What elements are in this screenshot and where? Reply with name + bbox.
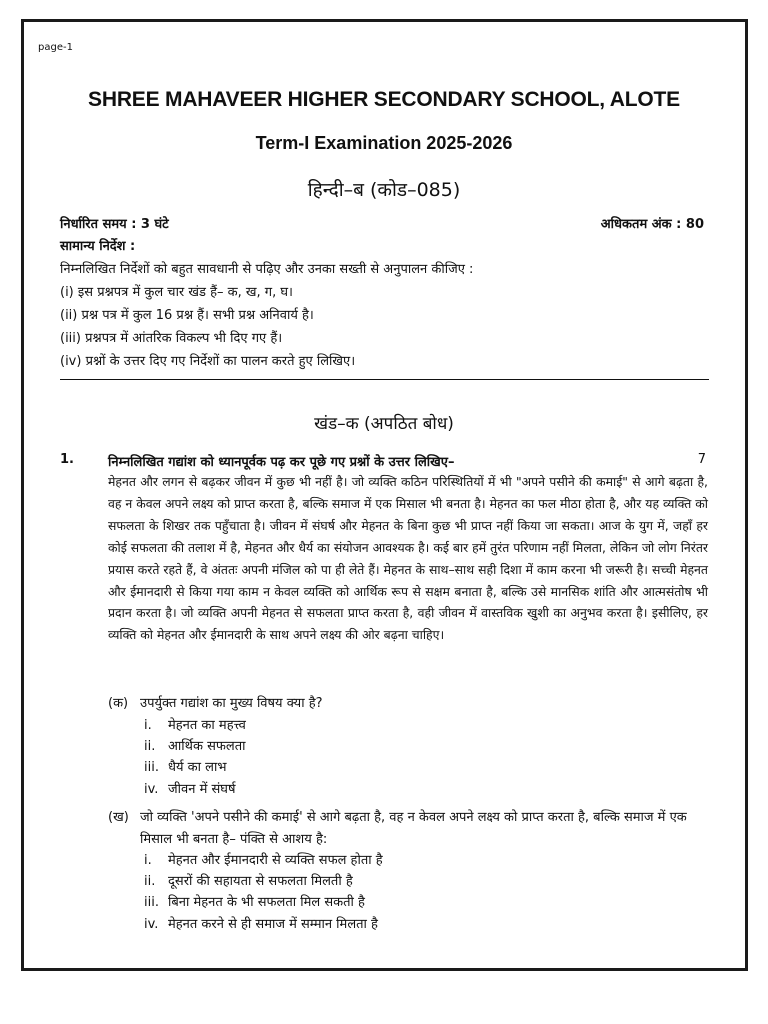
question-number: 1. <box>60 452 74 467</box>
sub-question-text: जो व्यक्ति 'अपने पसीने की कमाई' से आगे बढ़ता है, वह न केवल अपने लक्ष्य को प्राप्त करता है, बल्कि समाज में एक मिसाल भी बनता है– पंक्ति से आशय है: <box>140 810 687 847</box>
option-item: iii. धैर्य का लाभ <box>144 760 227 776</box>
option-item: ii. आर्थिक सफलता <box>144 739 246 755</box>
option-item: iii. बिना मेहनत के भी सफलता मिल सकती है <box>144 895 365 911</box>
question-heading: निम्नलिखित गद्यांश को ध्यानपूर्वक पढ़ कर पूछे गए प्रश्नों के उत्तर लिखिए– <box>108 455 455 470</box>
page-label: page-1 <box>38 42 73 53</box>
sub-question-label: (क) <box>108 696 129 711</box>
option-item: i. मेहनत का महत्त्व <box>144 718 246 733</box>
section-title: खंड–क (अपठित बोध) <box>314 414 454 434</box>
option-item: i. मेहनत और ईमानदारी से व्यक्ति सफल होता है <box>144 853 383 868</box>
general-instructions-heading: सामान्य निर्देश : <box>60 239 136 254</box>
instruction-line: (iii) प्रश्नपत्र में आंतरिक विकल्प भी दिए गए हैं। <box>60 331 283 346</box>
option-item: iv. जीवन में संघर्ष <box>144 781 236 797</box>
passage-text: मेहनत और लगन से बढ़कर जीवन में कुछ भी नहीं है। जो व्यक्ति कठिन परिस्थितियों में भी "अपने पसीने की कमाई" से आगे बढ़ता है, वह न केवल अपने लक्ष्य को प्राप्त करता है, बल्कि समाज में एक मिसाल भी बनता है। मेहनत का फल मीठा होता है, और यह व्यक्ति को सफलता के शिखर तक पहुँचाता है। जीवन में संघर्ष और मेहनत के बिना कुछ भी प्राप्त नहीं किया जा सकता। आज के युग में, जहाँ हर कोई सफलता की तलाश में है, मेहनत और धैर्य का संयोजन आवश्यक है। कई बार हमें तुरंत परिणाम नहीं मिलता, लेकिन जो लोग निरंतर प्रयास करते रहते हैं, वे अंततः अपनी मंजिल को पा ही लेते हैं। मेहनत के साथ–साथ सही दिशा में काम करना भी जरूरी है। सच्ची मेहनत और ईमानदारी से किया गया काम न केवल व्यक्ति को आर्थिक रूप से सक्षम बनाता है, बल्कि उसे मानसिक शांति और आत्मसंतोष भी प्रदान करता है। जो व्यक्ति अपनी मेहनत से सफलता प्राप्त करता है, वही जीवन में वास्तविक खुशी का अनुभव करता है। इसीलिए, हर व्यक्ति को मेहनत और ईमानदारी के साथ अपने लक्ष्य की ओर बढ़ना चाहिए। <box>108 474 708 643</box>
time-allowed: निर्धारित समय : 3 घंटे <box>60 217 169 232</box>
divider <box>60 379 709 380</box>
school-name: SHREE MAHAVEER HIGHER SECONDARY SCHOOL, ALOTE <box>88 88 680 111</box>
exam-title: Term-I Examination 2025-2026 <box>255 133 513 153</box>
instruction-line: निम्नलिखित निर्देशों को बहुत सावधानी से पढ़िए और उनका सख्ती से अनुपालन कीजिए : <box>60 262 474 277</box>
question-marks: 7 <box>697 452 706 467</box>
instruction-line: (ii) प्रश्न पत्र में कुल 16 प्रश्न हैं। सभी प्रश्न अनिवार्य है। <box>60 308 314 323</box>
instruction-line: (i) इस प्रश्नपत्र में कुल चार खंड हैं– क, ख, ग, घ। <box>60 285 293 300</box>
sub-question-label: (ख) <box>108 810 129 825</box>
options-kha <box>144 850 383 935</box>
instruction-line: (iv) प्रश्नों के उत्तर दिए गए निर्देशों का पालन करते हुए लिखिए। <box>60 354 356 369</box>
subject-title: हिन्दी–ब (कोड–085) <box>307 179 461 201</box>
max-marks: अधिकतम अंक : 80 <box>600 217 704 232</box>
sub-question-text: उपर्युक्त गद्यांश का मुख्य विषय क्या है? <box>140 696 323 711</box>
instructions-list <box>60 258 710 373</box>
option-item: iv. मेहनत करने से ही समाज में सम्मान मिलता है <box>144 916 378 932</box>
options-ka <box>144 715 246 800</box>
option-item: ii. दूसरों की सहायता से सफलता मिलती है <box>144 874 353 890</box>
